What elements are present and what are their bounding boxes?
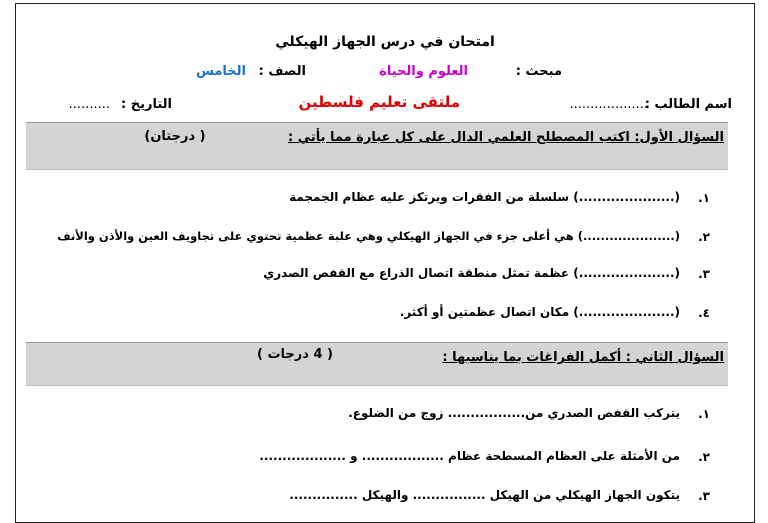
exam-title: امتحان في درس الجهاز الهيكلي — [275, 34, 495, 50]
subject-label: مبحث : — [515, 64, 562, 79]
q2-item-text: من الأمثلة على العظام المسطحة عظام .................. و ................... — [259, 449, 680, 463]
question2-marks: ( 4 درجات ) — [257, 347, 333, 362]
q1-item-text: (.....................) سلسلة من الفقرات ويرتكز عليه عظام الجمجمة — [289, 190, 680, 204]
q1-item-number: .٣ — [698, 267, 710, 281]
q1-item-text: (.....................) هي أعلى جزء في الجهاز الهيكلي وهي علبة عظمية تحتوي على تجاويف العين والأذن والأنف — [57, 229, 680, 243]
date-label: التاريخ : — [121, 97, 172, 112]
q2-item-number: .١ — [698, 407, 710, 421]
q2-item-text: يتركب القفص الصدري من................. زوج من الضلوع. — [348, 406, 680, 420]
q1-item-text: (.....................) عظمة تمثل منطقة اتصال الذراع مع القفص الصدري — [263, 266, 680, 280]
student-name-blank[interactable]: ................... — [569, 97, 648, 112]
forum-name: ملتقى تعليم فلسطين — [298, 93, 460, 111]
question1-title: السؤال الأول: اكتب المصطلح العلمي الدال على كل عبارة مما يأتي : — [287, 130, 724, 145]
date-blank[interactable]: .......... — [68, 97, 110, 112]
question1-marks: ( درجتان) — [144, 129, 206, 144]
q1-item-number: .٢ — [698, 230, 710, 244]
student-name-label: اسم الطالب : — [644, 97, 732, 112]
q2-item-number: .٣ — [698, 489, 710, 503]
q2-item-number: .٢ — [698, 450, 710, 464]
q1-item-number: .١ — [698, 191, 710, 205]
q1-item-number: .٤ — [698, 306, 710, 320]
q1-item-text: (.....................) مكان اتصال عظمتين أو أكثر. — [399, 305, 680, 319]
question2-title: السؤال الثاني : أكمل الفراغات بما يناسبها : — [442, 350, 724, 365]
q2-item-text: يتكون الجهاز الهيكلي من الهيكل ................ والهيكل ............... — [289, 488, 680, 502]
grade-value: الخامس — [195, 64, 246, 79]
page-border — [15, 3, 755, 523]
grade-label: الصف : — [258, 64, 306, 79]
subject-value: العلوم والحياة — [379, 64, 468, 79]
